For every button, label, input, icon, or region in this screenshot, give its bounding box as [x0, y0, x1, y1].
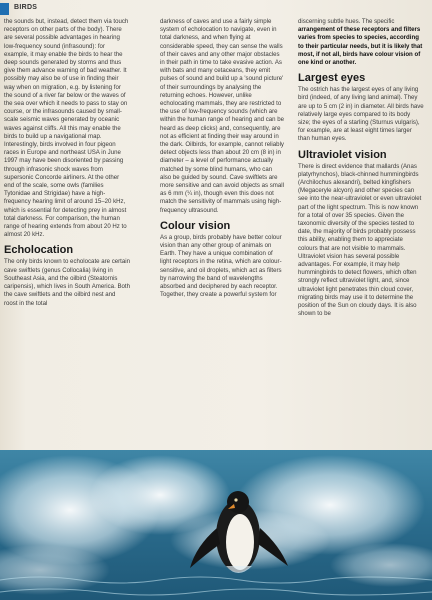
- text-column-1: [4, 18, 130, 308]
- body-paragraph: [298, 18, 424, 67]
- section-color-tab: [0, 3, 9, 15]
- heading-largest-eyes: Largest eyes: [298, 72, 366, 85]
- body-paragraph: darkness of caves and use a fairly simple system of echolocation to navigate, even in total darkness, and when flying at considerable speed, they can sense the walls of their caves and any other major obstacles in their path in time to take evasive action. As with bats and many cetaceans, they emit pulses of sound and build up a 'sound picture' of their surroundings by analysing the returning echoes. However, unlike echolocating mammals, they are restricted to the use of low-frequency sounds (which are within the human range of hearing and can be heard as deep clicks) and, consequently, are not as efficient at finding their way around in the dark. Oilbirds, for example, cannot reliably detect objects less than about 20 cm (8 in) in diameter – a level of performance actually matched by some blind humans, who can also be guided by sound. Cave swiftlets are more sensitive and can avoid objects as small as 6 mm (¼ in), though even this does not match the sensitivity of mammals using high-frequency ultrasound.: [160, 18, 284, 214]
- heading-colour-vision: Colour vision: [160, 219, 231, 232]
- text-column-2: [160, 18, 284, 300]
- penguin-illustration: [0, 450, 432, 600]
- page-header: [0, 0, 432, 18]
- body-text: discerning subtle hues. The specific: [298, 18, 395, 25]
- body-paragraph: As a group, birds probably have better colour vision than any other group of animals on Earth. They have a unique combination of light receptors in the retina, which are colour-sensitive, and oil droplets, which act as filters by narrowing the band of wavelengths absorbed and deciphered by each receptor. Together, they create a powerful system for: [160, 233, 282, 299]
- section-title: BIRDS: [14, 4, 38, 11]
- body-paragraph: The only birds known to echolocate are certain cave swiftlets (genus Collocalia) living in Southeast Asia, and the oilbird (Steatornis caripensis), which lives in South America. Both the cave swiftlets and the oilbird nest and roost in the total: [4, 258, 131, 307]
- emphasis-text: arrangement of these receptors and filters varies from species to species, according to their particular needs, but it is likely that most, if not all, birds have colour vision of one kind or another.: [298, 26, 423, 67]
- body-paragraph: There is direct evidence that mallards (Anas platyrhynchos), black-chinned hummingbirds (Archilochus alexandri), belted kingfishers (Megaceryle alcyon) and other species can see into the near-ultraviolet or even ultraviolet part of the light spectrum. This is now known for a total of over 35 species. Given the taxonomic diversity of the species tested to date, the majority of birds probably possess this ability, enabling them to appreciate colours that are not visible to mammals. Ultraviolet vision has several possible advantages. For example, it may help hummingbirds to detect flowers, which often strongly reflect ultraviolet light, and, since ultraviolet light penetrates thin cloud cover, migrating birds may use it to determine the position of the Sun on cloudy days. It is also shown to be: [298, 162, 422, 318]
- heading-echolocation: Echolocation: [4, 244, 74, 257]
- body-paragraph: The ostrich has the largest eyes of any living bird (indeed, of any living land animal). They are up to 5 cm (2 in) in diameter. All birds have relatively large eyes compared to its body size; the eyes of a starling (Sturnus vulgaris), for example, are at least eight times larger than human eyes.: [298, 86, 424, 143]
- penguin-photo: [0, 450, 432, 600]
- heading-ultraviolet-vision: Ultraviolet vision: [298, 148, 387, 161]
- text-column-3: [298, 18, 424, 319]
- body-paragraph: the sounds but, instead, detect them via touch receptors on other parts of the body). There are several possible advantages in hearing low-frequency sound (infrasound): for example, it may enable the birds to hear the deep sounds generated by storms and thus give them advance warning of bad weather. It possibly may also be of use in finding their way when on migration, e.g. by listening for the sound of a river far below or the waves of the sea over which it needs to pass to stay on course, or the infrasounds caused by small-scale seismic waves generated by oceanic waves against cliffs. All this may enable the birds to build up a navigational map. Interestingly, birds involved in four pigeon races in Europe and northeast USA in June 1997 may have been disoriented by passing through infrasonic shock waves from supersonic Concorde airliners. At the other end of the scale, some owls (families Tytonidae and Strigidae) have a high-frequency hearing limit of around 15–20 kHz, which is essential for detecting prey in almost total darkness. For comparison, the human range of hearing extends from about 20 Hz to almost 20 kHz.: [4, 18, 129, 239]
